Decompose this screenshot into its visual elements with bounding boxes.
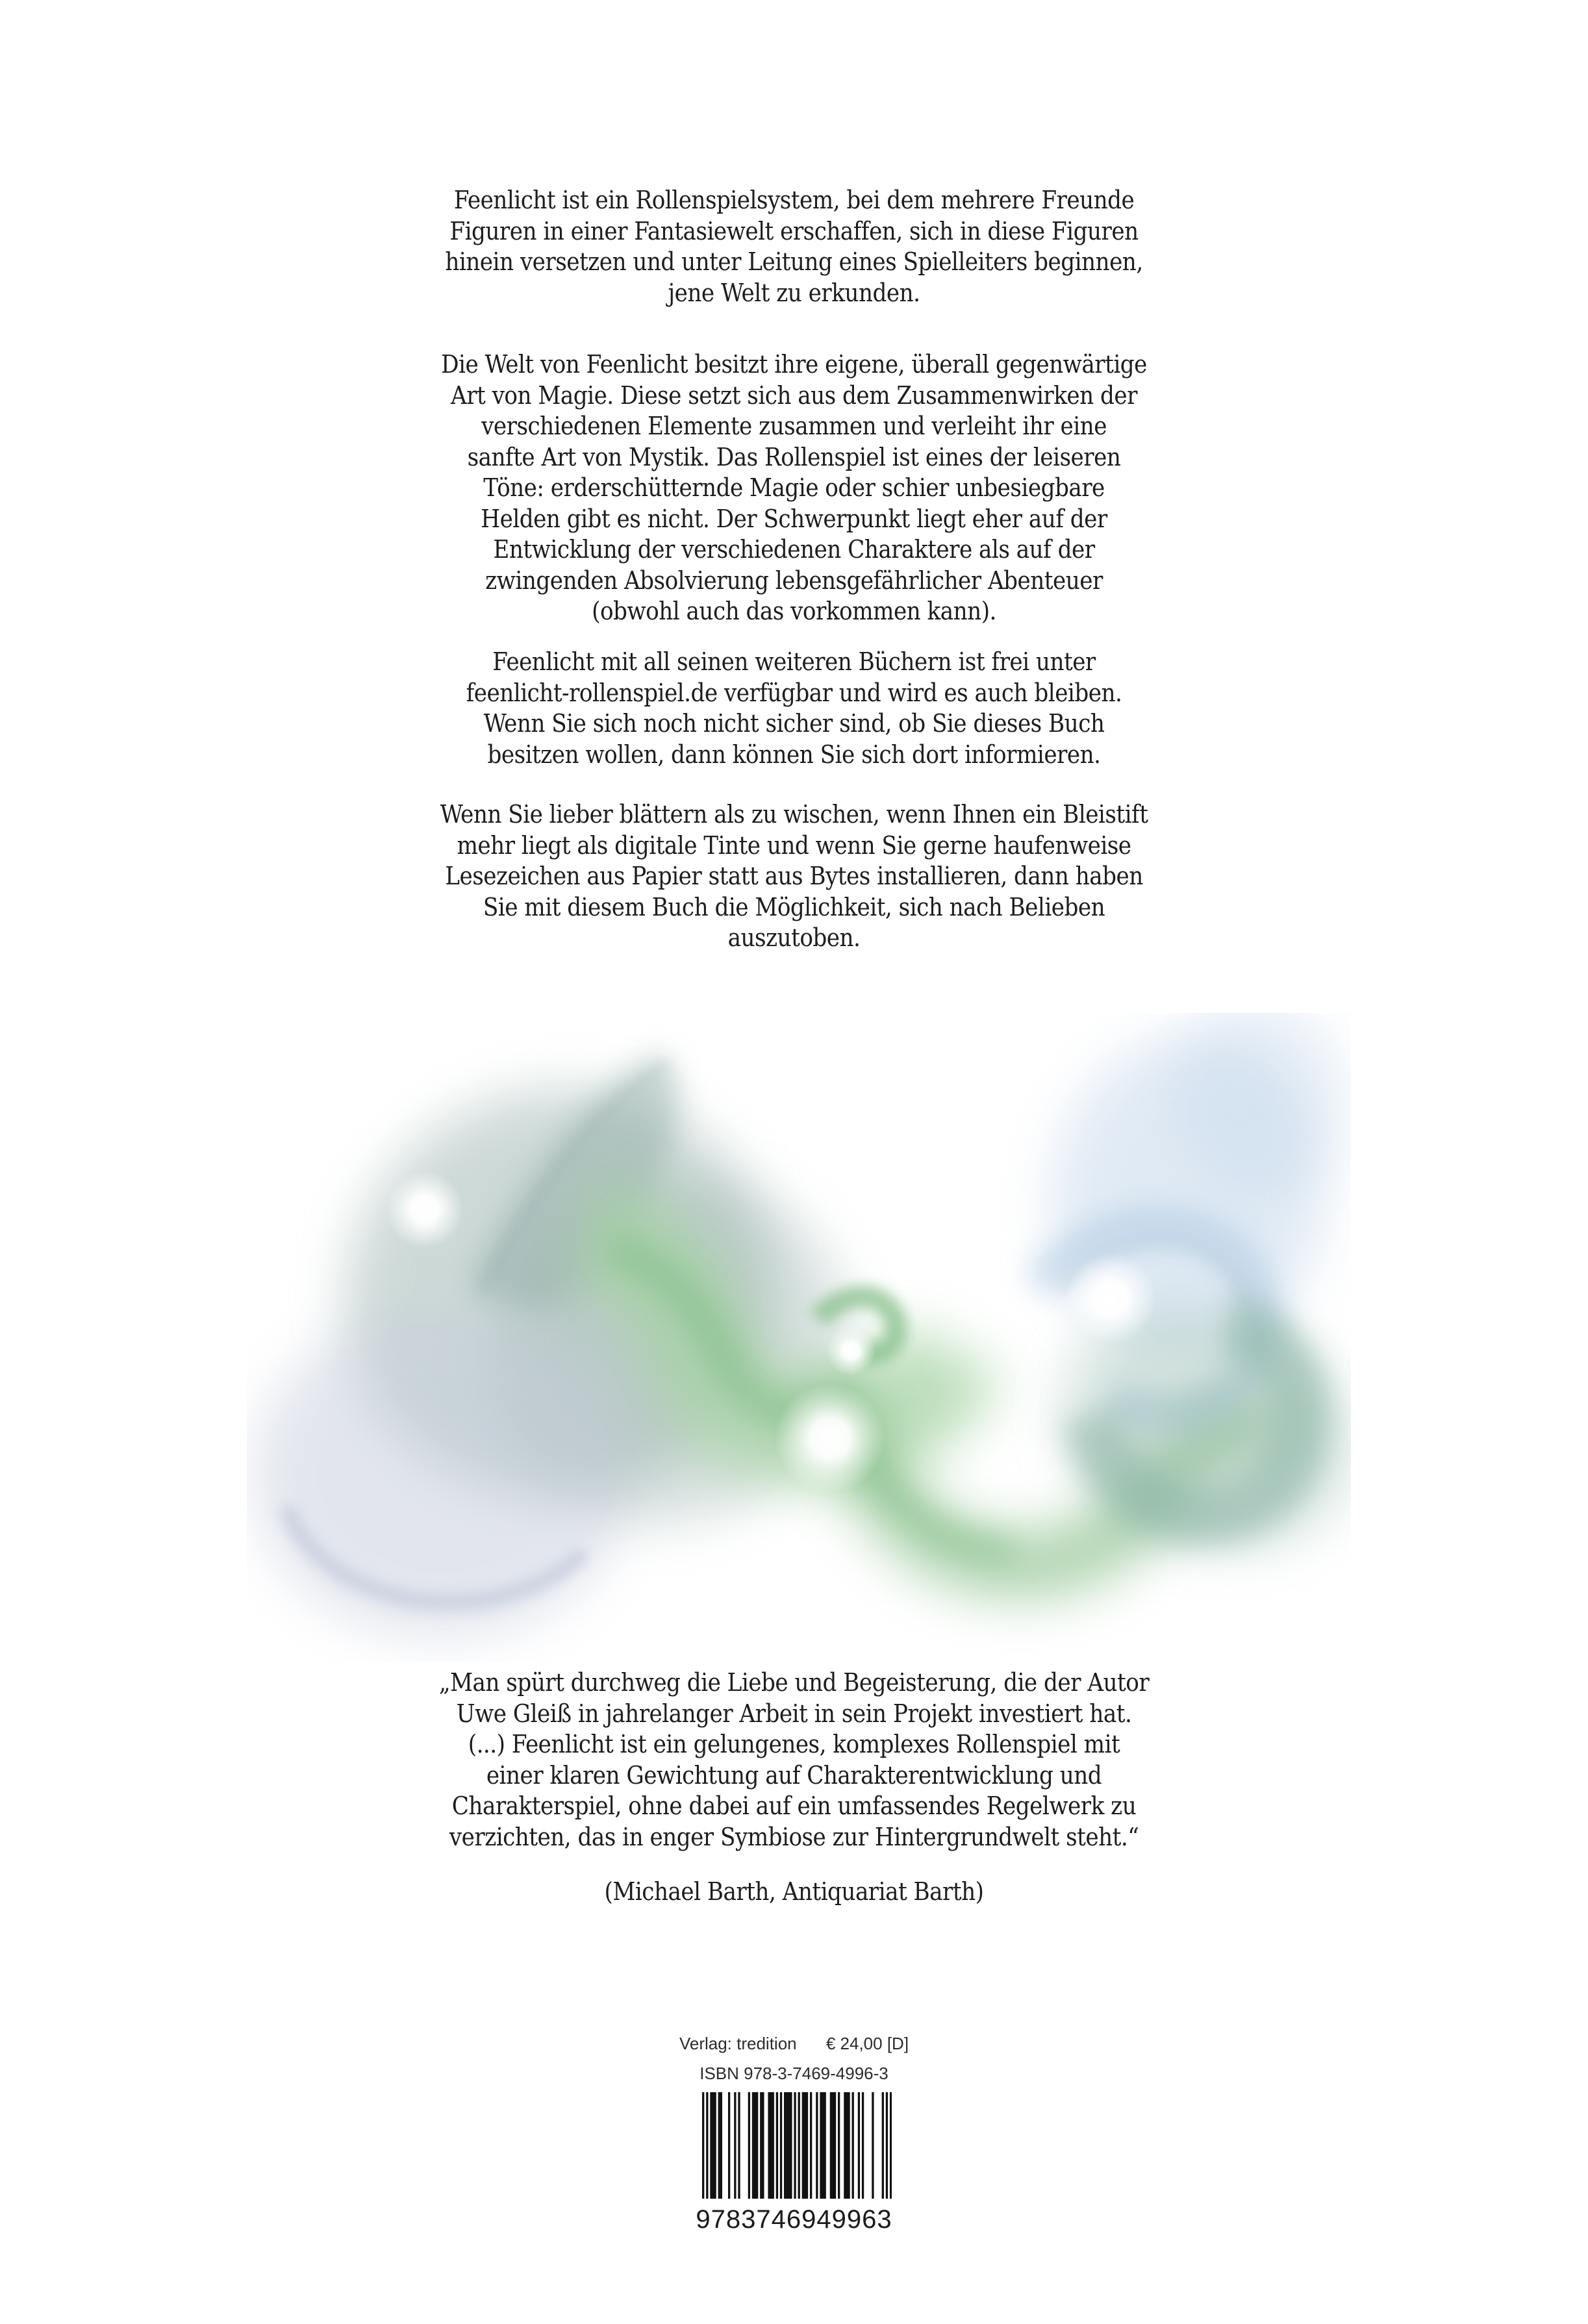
price-label: € 24,00 [D] (826, 2034, 909, 2053)
glow-orb-knot (826, 1326, 876, 1375)
review-quote: „Man spürt durchweg die Liebe und Begeisterung, die der Autor Uwe Gleiß in jahrelanger Arbeit in sein Projekt investiert hat. (...) Feenlicht ist ein gelungenes, komplexes Rollenspiel mit einer klaren Gewichtung auf Charakterentwicklung und Charakterspiel, ohne dabei auf ein umfassendes Regelwerk zu verzichten, das in enger Symbiose zur Hintergrundwelt steht.“ (438, 1668, 1150, 1851)
barcode-bars (702, 2092, 892, 2199)
glow-orb-left (386, 1171, 464, 1249)
smoke-lavender-swirl (253, 1312, 630, 1636)
smoke-artwork (247, 1013, 1351, 1662)
review-attribution: (Michael Barth, Antiquariat Barth) (604, 1877, 984, 1906)
publisher-price-row (679, 2034, 909, 2054)
barcode (702, 2092, 892, 2199)
body-paragraph-world: Die Welt von Feenlicht besitzt ihre eigene, überall gegenwärtige Art von Magie. Diese setzt sich aus dem Zusammenwirken der verschiedenen Elemente zusammen und verleiht ihr eine sanfte Art von Mystik. Das Rollenspiel ist eines der leiseren Töne: erderschütternde Magie oder schier unbesiegbare Helden gibt es nicht. Der Schwerpunkt liegt eher auf der Entwicklung der verschiedenen Charaktere als auf der zwingenden Absolvierung lebensgefährlicher Abenteuer (obwohl auch das vorkommen kann). (441, 350, 1147, 625)
isbn-text: ISBN 978-3-7469-4996-3 (699, 2064, 889, 2083)
body-paragraph-printbook: Wenn Sie lieber blättern als zu wischen, wenn Ihnen ein Bleistift mehr liegt als digitale Tinte und wenn Sie gerne haufenweise Lesezeichen aus Papier statt aus Bytes installieren, dann haben Sie mit diesem Buch die Möglichkeit, sich nach Belieben auszutoben. (440, 800, 1148, 952)
glow-orb-right (1065, 1253, 1156, 1344)
body-paragraph-intro: Feenlicht ist ein Rollenspielsystem, bei dem mehrere Freunde Figuren in einer Fantasiewelt erschaffen, sich in diese Figuren hinein versetzen und unter Leitung eines Spielleiters beginnen, jene Welt zu erkunden. (445, 186, 1143, 307)
body-paragraph-website: Feenlicht mit all seinen weiteren Büchern ist frei unter feenlicht-rollenspiel.de verfügbar und wird es auch bleiben. Wenn Sie sich noch nicht sicher sind, ob Sie dieses Buch besitzen wollen, dann können Sie sich dort informieren. (466, 647, 1122, 769)
publisher-label: Verlag: tredition (679, 2034, 797, 2053)
glow-orb-center (775, 1383, 885, 1493)
barcode-number: 9783746949963 (696, 2205, 892, 2234)
